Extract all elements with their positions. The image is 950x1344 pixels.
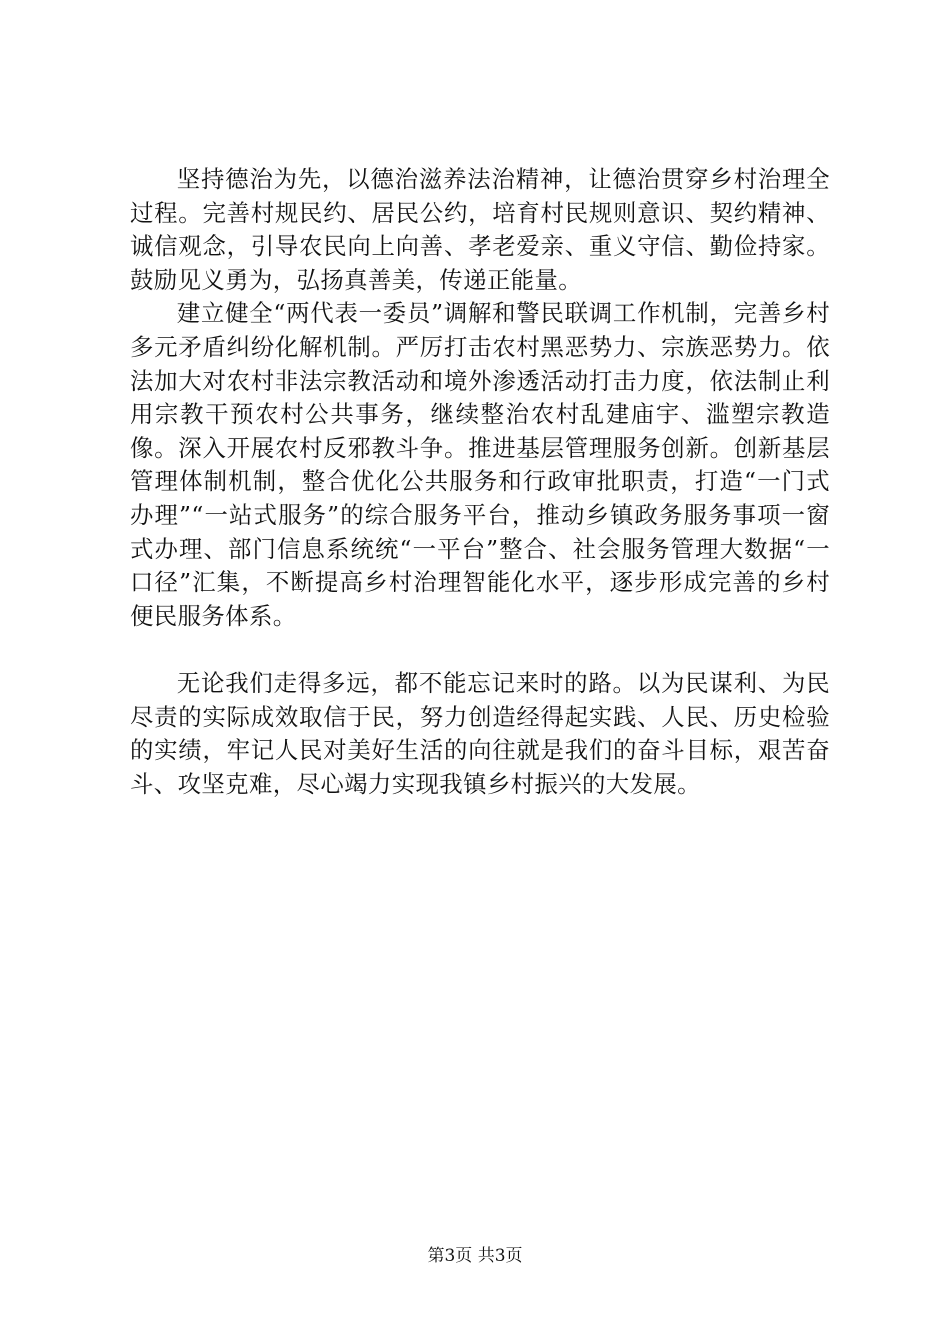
paragraph-spacer <box>130 633 830 667</box>
page-footer: 第3页 共3页 <box>427 1246 523 1266</box>
paragraph-conclusion: 无论我们走得多远，都不能忘记来时的路。以为民谋利、为民尽责的实际成效取信于民，努力创造经得起实践、人民、历史检验的实绩，牢记人民对美好生活的向往就是我们的奋斗目标，艰苦奋斗、攻坚克难，尽心竭力实现我镇乡村振兴的大发展。 <box>130 668 830 798</box>
document-body <box>130 163 830 801</box>
paragraph-moral-governance: 坚持德治为先，以德治滋养法治精神，让德治贯穿乡村治理全过程。完善村规民约、居民公约，培育村民规则意识、契约精神、诚信观念，引导农民向上向善、孝老爱亲、重义守信、勤俭持家。鼓励见义勇为，弘扬真善美，传递正能量。 <box>130 165 830 294</box>
paragraph-mediation-mechanism: 建立健全“两代表一委员”调解和警民联调工作机制，完善乡村多元矛盾纠纷化解机制。严厉打击农村黑恶势力、宗族恶势力。依法加大对农村非法宗教活动和境外渗透活动打击力度，依法制止利用宗教干预农村公共事务，继续整治农村乱建庙宇、滥塑宗教造像。深入开展农村反邪教斗争。推进基层管理服务创新。创新基层管理体制机制，整合优化公共服务和行政审批职责，打造“一门式办理”“一站式服务”的综合服务平台，推动乡镇政务服务事项一窗式办理、部门信息系统统“一平台”整合、社会服务管理大数据“一口径”汇集，不断提高乡村治理智能化水平，逐步形成完善的乡村便民服务体系。 <box>130 299 830 630</box>
